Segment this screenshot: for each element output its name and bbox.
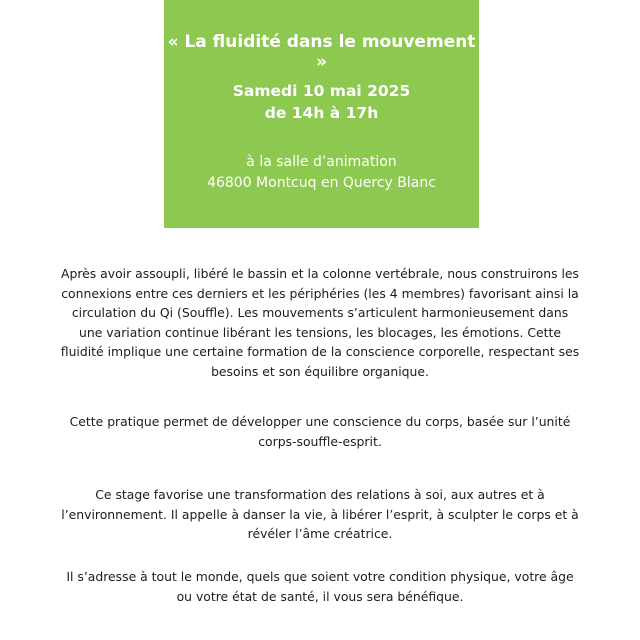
event-banner — [164, 0, 479, 228]
event-date — [164, 80, 479, 124]
event-title: « La fluidité dans le mouvement » — [167, 32, 476, 72]
event-location-town: 46800 Montcuq en Quercy Blanc — [207, 175, 436, 191]
description-paragraph: Après avoir assoupli, libéré le bassin et la colonne vertébrale, nous construirons les connexions entre ces derniers et les périphéries (les 4 membres) favorisant ainsi la circulation du Qi (Souffle). Les mouvements s’articulent harmonieusement dans une variation continue libérant les tensions, les blocages, les émotions. Cette fluidité implique une certaine formation de la conscience corporelle, respectant ses besoins et son équilibre organique. — [60, 266, 580, 379]
event-date-time: de 14h à 17h — [264, 104, 379, 122]
description-paragraph: Il s’adresse à tout le monde, quels que soient votre condition physique, votre âge ou votre état de santé, il vous sera bénéfique. — [66, 569, 574, 604]
description-paragraph: Ce stage favorise une transformation des relations à soi, aux autres et à l’environnement. Il appelle à danser la vie, à libérer l’esprit, à sculpter le corps et à révéler l’âme créatrice. — [61, 487, 579, 542]
event-location-venue: à la salle d’animation — [246, 154, 397, 170]
event-location — [164, 152, 479, 194]
description-paragraph: Cette pratique permet de développer une conscience du corps, basée sur l’unité corps-souffle-esprit. — [69, 414, 571, 449]
event-date-day: Samedi 10 mai 2025 — [232, 82, 411, 100]
